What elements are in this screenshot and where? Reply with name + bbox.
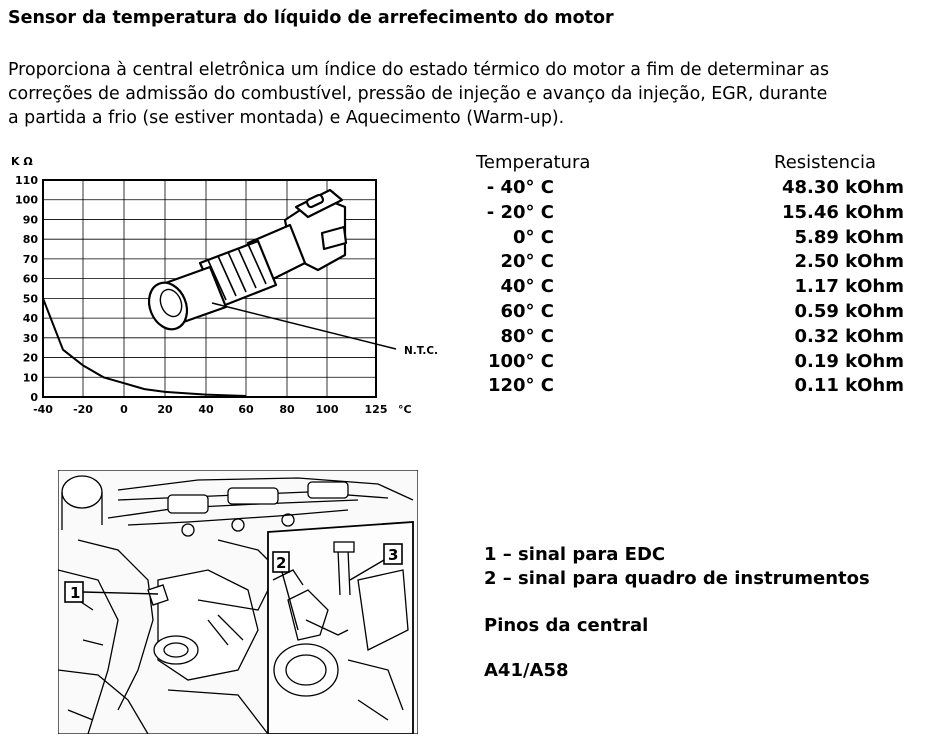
- legend-item-1: 1 – sinal para EDC: [484, 544, 666, 565]
- y-tick-label: 110: [15, 174, 38, 187]
- x-tick-label: -20: [73, 403, 93, 416]
- engine-photo: [58, 470, 418, 734]
- resistance-value: 15.46 kOhm: [781, 201, 904, 223]
- table-res-cell: [760, 326, 904, 350]
- table-res-cell: [760, 227, 904, 251]
- x-tick-label: 125: [364, 403, 388, 416]
- resistance-value: 0.32 kOhm: [794, 325, 904, 347]
- resistance-value: 2.50 kOhm: [794, 251, 904, 273]
- callout-3: 3: [388, 546, 399, 564]
- resistance-value: 5.89 kOhm: [794, 226, 904, 248]
- temp-value: 60° C: [500, 301, 554, 322]
- ntc-annotation: N.T.C.: [404, 345, 439, 357]
- callout-2: 2: [276, 554, 287, 572]
- table-res-cell: [760, 251, 904, 275]
- table-temp-cell: [476, 177, 554, 201]
- table-temp-cell: [476, 202, 554, 226]
- header-resistencia: Resistencia: [774, 152, 876, 173]
- table-temp-cell: [476, 351, 554, 375]
- table-temp-cell: [476, 276, 554, 300]
- resistance-value: 48.30 kOhm: [781, 177, 904, 198]
- table-temp-cell: [476, 326, 554, 350]
- x-axis-unit-label: °C: [398, 403, 412, 416]
- pins-title: Pinos da central: [484, 615, 649, 636]
- table-temp-cell: [476, 227, 554, 251]
- x-tick-label: 100: [315, 403, 339, 416]
- resistance-value: 0.19 kOhm: [794, 350, 904, 372]
- table-res-cell: [760, 276, 904, 300]
- y-axis-unit-label: K Ω: [11, 155, 33, 168]
- description-paragraph: [8, 58, 923, 130]
- y-tick-label: 70: [22, 252, 38, 266]
- table-res-cell: [760, 301, 904, 325]
- y-tick-label: 100: [15, 193, 38, 207]
- sensor-illustration: [142, 190, 346, 335]
- y-tick-label: 0: [30, 391, 38, 404]
- table-res-cell: [760, 351, 904, 375]
- y-tick-label: 20: [22, 351, 38, 365]
- resistance-value: 0.59 kOhm: [794, 301, 904, 322]
- y-tick-label: 60: [22, 272, 38, 286]
- table-temp-cell: [476, 301, 554, 325]
- y-tick-label: 40: [22, 312, 38, 326]
- table-temp-cell: [476, 251, 554, 275]
- y-tick-label: 10: [22, 371, 38, 385]
- x-tick-label: 60: [238, 403, 254, 416]
- y-tick-label: 80: [22, 233, 38, 247]
- y-tick-label: 50: [22, 292, 38, 306]
- y-tick-labels: [15, 174, 38, 404]
- photo-inset: [268, 522, 413, 734]
- temp-value: 80° C: [500, 325, 554, 347]
- y-tick-label: 30: [22, 331, 38, 345]
- resistance-value: 1.17 kOhm: [794, 276, 904, 298]
- temp-value: - 20° C: [486, 201, 554, 223]
- temp-value: 20° C: [500, 251, 554, 273]
- temp-value: 40° C: [500, 276, 554, 298]
- ntc-leader-line: [212, 303, 396, 349]
- temp-value: 0° C: [512, 226, 554, 248]
- temp-value: - 40° C: [486, 177, 554, 198]
- header-temperatura: Temperatura: [476, 152, 591, 173]
- table-temp-cell: [476, 375, 554, 399]
- x-tick-label: -40: [33, 403, 53, 416]
- table-res-cell: [760, 202, 904, 226]
- resistance-value: 0.11 kOhm: [794, 375, 904, 397]
- temp-value: 120° C: [487, 375, 554, 397]
- table-res-cell: [760, 375, 904, 399]
- description-line: a partida a frio (se estiver montada) e Aquecimento (Warm-up).: [8, 108, 565, 128]
- temp-value: 100° C: [487, 350, 554, 372]
- legend-item-2: 2 – sinal para quadro de instrumentos: [484, 568, 870, 589]
- callout-1: 1: [70, 584, 81, 602]
- description-line: correções de admissão do combustível, pressão de injeção e avanço da injeção, EGR, durante: [8, 84, 828, 104]
- x-tick-label: 80: [279, 403, 295, 416]
- x-tick-label: 0: [120, 403, 128, 416]
- table-res-cell: [760, 177, 904, 201]
- description-line: Proporciona à central eletrônica um índice do estado térmico do motor a fim de determinar as: [8, 60, 830, 80]
- y-tick-label: 90: [22, 213, 38, 227]
- ntc-curve: [43, 298, 246, 396]
- page-title: Sensor da temperatura do líquido de arrefecimento do motor: [8, 8, 614, 28]
- pins-value: A41/A58: [484, 660, 569, 681]
- x-tick-labels: [33, 403, 387, 416]
- x-tick-label: 20: [157, 403, 173, 416]
- x-tick-label: 40: [198, 403, 214, 416]
- ntc-chart: [0, 145, 460, 425]
